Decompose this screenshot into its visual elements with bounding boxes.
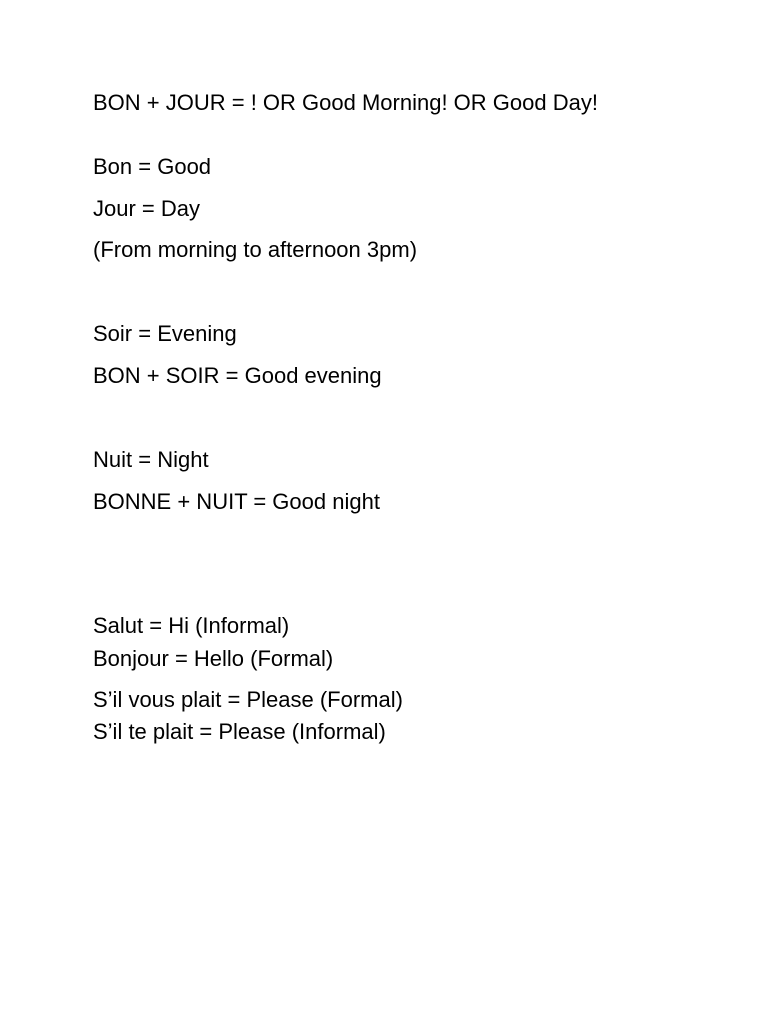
vocab-line-salut: Salut = Hi (Informal) [93,613,290,638]
note-line-time: (From morning to afternoon 3pm) [93,237,418,262]
phrase-line-bonsoir: BON + SOIR = Good evening [93,363,382,388]
vocab-line-jour: Jour = Day [93,196,200,221]
vocab-line-soir: Soir = Evening [93,321,237,346]
vocab-line-bon: Bon = Good [93,154,212,179]
phrase-line-bonne-nuit: BONNE + NUIT = Good night [93,489,380,514]
vocab-line-sil-vous-plait: S’il vous plait = Please (Formal) [93,687,403,712]
vocab-line-sil-te-plait: S’il te plait = Please (Informal) [93,719,386,744]
vocab-line-bonjour: Bonjour = Hello (Formal) [93,646,334,671]
heading-line: BON + JOUR = ! OR Good Morning! OR Good Day! [93,90,598,115]
vocab-line-nuit: Nuit = Night [93,447,209,472]
